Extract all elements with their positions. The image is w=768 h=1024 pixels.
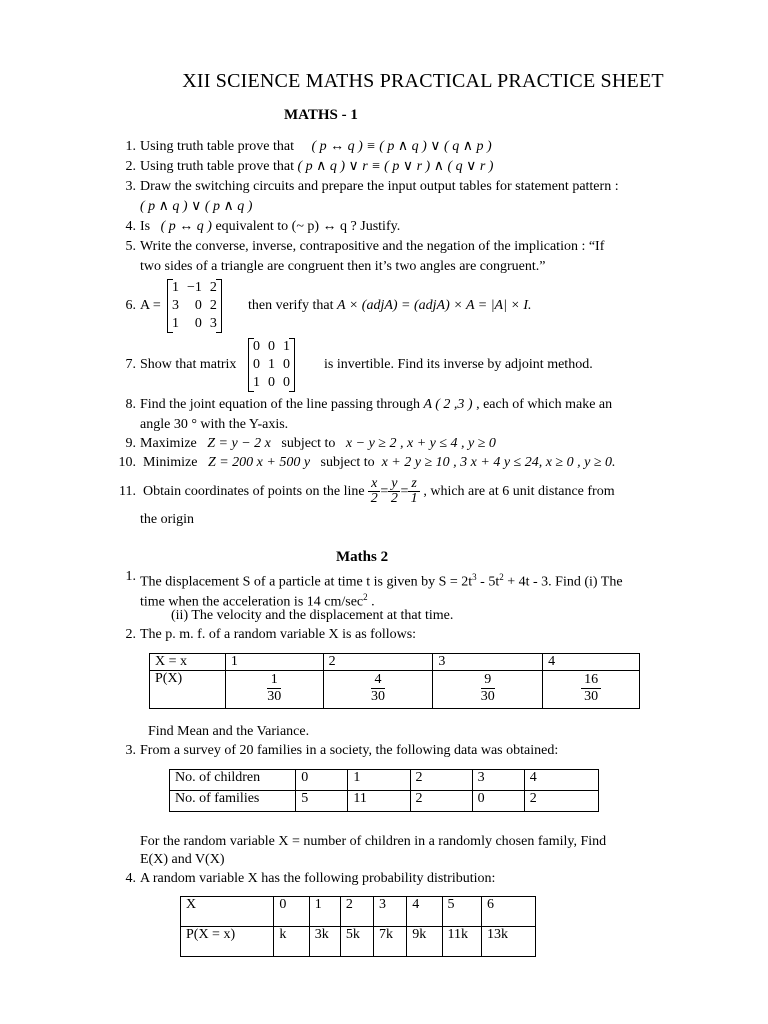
point-formula: A ( 2 ,3 ) — [423, 397, 473, 412]
item-text: A random variable X has the following probability distribution: — [140, 871, 496, 886]
item-text: A = — [140, 298, 161, 313]
item-text-cont: For the random variable X = number of children in a randomly chosen family, Find — [140, 834, 607, 849]
item-text: From a survey of 20 families in a society, the following data was obtained: — [140, 743, 559, 758]
item-text: Obtain coordinates of points on the line $\frac{x}{2}$ = $\frac{y}{2}$ = $\frac{z}{1}$ , which are at 6 unit distance from — [143, 476, 615, 507]
matrix-a: 1 −1 2 3 0 2 1 0 3 — [167, 279, 222, 333]
item-text-cont: time when the acceleration is 14 $cm/\sec^2$ . — [140, 592, 375, 610]
item-number: 5. — [125, 239, 136, 254]
fraction-z: $\frac{z}{1}$ — [408, 477, 419, 506]
item-number: 11. — [119, 484, 136, 499]
fraction-x: $\frac{x}{2}$ — [368, 477, 380, 506]
item-number: 3. — [125, 743, 136, 758]
constraints-formula: x − y ≥ 2 , x + y ≤ 4 , y ≥ 0 — [345, 436, 496, 451]
table-row: X 0 1 2 3 4 5 6 — [181, 897, 536, 927]
matrix-formula: A × (adjA) = (adjA) × A = |A| × I. — [337, 298, 532, 313]
item-number: 4. — [125, 219, 136, 234]
logic-formula: ( p ↔ q ) — [160, 219, 212, 234]
item-number: 6. — [125, 298, 136, 313]
table-row: No. of children 0 1 2 3 4 — [170, 770, 599, 791]
probability-fraction: $\frac{1}{30}$ — [267, 672, 282, 704]
item-text: Draw the switching circuits and prepare the input output tables for statement pattern : — [140, 179, 619, 194]
item-number: 7. — [125, 357, 136, 372]
item-number: 8. — [125, 397, 136, 412]
item-number: 1. — [125, 569, 136, 584]
item-number: 2. — [125, 159, 136, 174]
pmf-table — [149, 653, 640, 709]
fraction-y: $\frac{y}{2}$ — [388, 477, 400, 506]
probability-fraction: $\frac{9}{30}$ — [480, 672, 495, 704]
item-text-cont: angle 30 ° with the Y-axis. — [140, 417, 289, 432]
table-row: No. of families 5 11 2 0 2 — [170, 791, 599, 812]
item-text: The p. m. f. of a random variable X is as follows: — [140, 627, 417, 642]
table-row: P(X = x) k 3k 5k 7k 9k 11k 13k — [181, 927, 536, 957]
item-number: 1. — [125, 139, 136, 154]
logic-formula: ( p ↔ q ) ≡ ( p ∧ q ) ∨ ( q ∧ p ) — [311, 139, 492, 154]
item-number: 2. — [125, 627, 136, 642]
item-number: 4. — [125, 871, 136, 886]
probability-fraction: $\frac{16}{30}$ — [581, 672, 601, 705]
item-text: Using truth table prove that ( p ↔ q ) ≡ ( p ∧ q ) ∨ ( q ∧ p ) — [140, 139, 492, 154]
item-text-cont: (ii) The velocity and the displacement at that time. — [171, 608, 454, 623]
constraints-formula: x + 2 y ≥ 10 , 3 x + 4 y ≤ 24, x ≥ 0 , y ≥ 0. — [381, 455, 616, 470]
table-row: X = x 1 2 3 4 — [150, 654, 640, 671]
item-text: Is ( p ↔ q ) equivalent to (~ p) ↔ q ? Justify. — [140, 219, 401, 234]
item-text-cont: the origin — [140, 512, 195, 527]
probability-fraction: $\frac{4}{30}$ — [371, 672, 386, 704]
item-text: Show that matrix — [140, 357, 237, 372]
item-text: then verify that A × (adjA) = (adjA) × A = |A| × I. — [248, 298, 532, 313]
objective-formula: Z = 200 x + 500 y — [207, 455, 311, 470]
item-text: The displacement S of a particle at time t is given by $S = 2t^3 - 5t^2 + 4t - 3$. Find (i) The — [140, 572, 623, 590]
item-text: Minimize Z = 200 x + 500 y subject to x + 2 y ≥ 10 , 3 x + 4 y ≤ 24, x ≥ 0 , y ≥ 0. — [143, 455, 616, 470]
objective-formula: Z = y − 2 x — [207, 436, 271, 451]
distribution-table — [180, 896, 536, 957]
item-number: 10. — [118, 455, 136, 470]
item-text: Find the joint equation of the line passing through A ( 2 ,3 ) , each of which make an — [140, 397, 613, 412]
section-2-heading: Maths 2 — [336, 549, 389, 565]
item-text-cont: Find Mean and the Variance. — [148, 724, 310, 739]
matrix-b: 0 0 1 0 1 0 1 0 0 — [248, 338, 295, 392]
section-1-heading: MATHS - 1 — [284, 107, 358, 123]
logic-formula: ( p ∧ q ) ∨ ( p ∧ q ) — [140, 199, 253, 214]
item-text: Using truth table prove that ( p ∧ q ) ∨ r ≡ ( p ∨ r ) ∧ ( q ∨ r ) — [140, 159, 494, 174]
item-text: Maximize Z = y − 2 x subject to x − y ≥ 2 , x + y ≤ 4 , y ≥ 0 — [140, 436, 496, 451]
item-text-cont: two sides of a triangle are congruent then it’s two angles are congruent.” — [140, 259, 546, 274]
page-title: XII SCIENCE MATHS PRACTICAL PRACTICE SHEET — [182, 70, 664, 92]
logic-formula: ( p ∧ q ) ∨ r ≡ ( p ∨ r ) ∧ ( q ∨ r ) — [297, 159, 494, 174]
item-text-cont: E(X) and V(X) — [140, 852, 225, 867]
table-row: P(X) $\frac{1}{30}$ $\frac{4}{30}$ $\frac{9}{30}$ $\frac{16}{30}$ — [150, 671, 640, 709]
item-number: 9. — [125, 436, 136, 451]
item-text: Write the converse, inverse, contrapositive and the negation of the implication : “If — [140, 239, 605, 254]
survey-table — [169, 769, 599, 812]
item-text: is invertible. Find its inverse by adjoint method. — [324, 357, 593, 372]
item-number: 3. — [125, 179, 136, 194]
